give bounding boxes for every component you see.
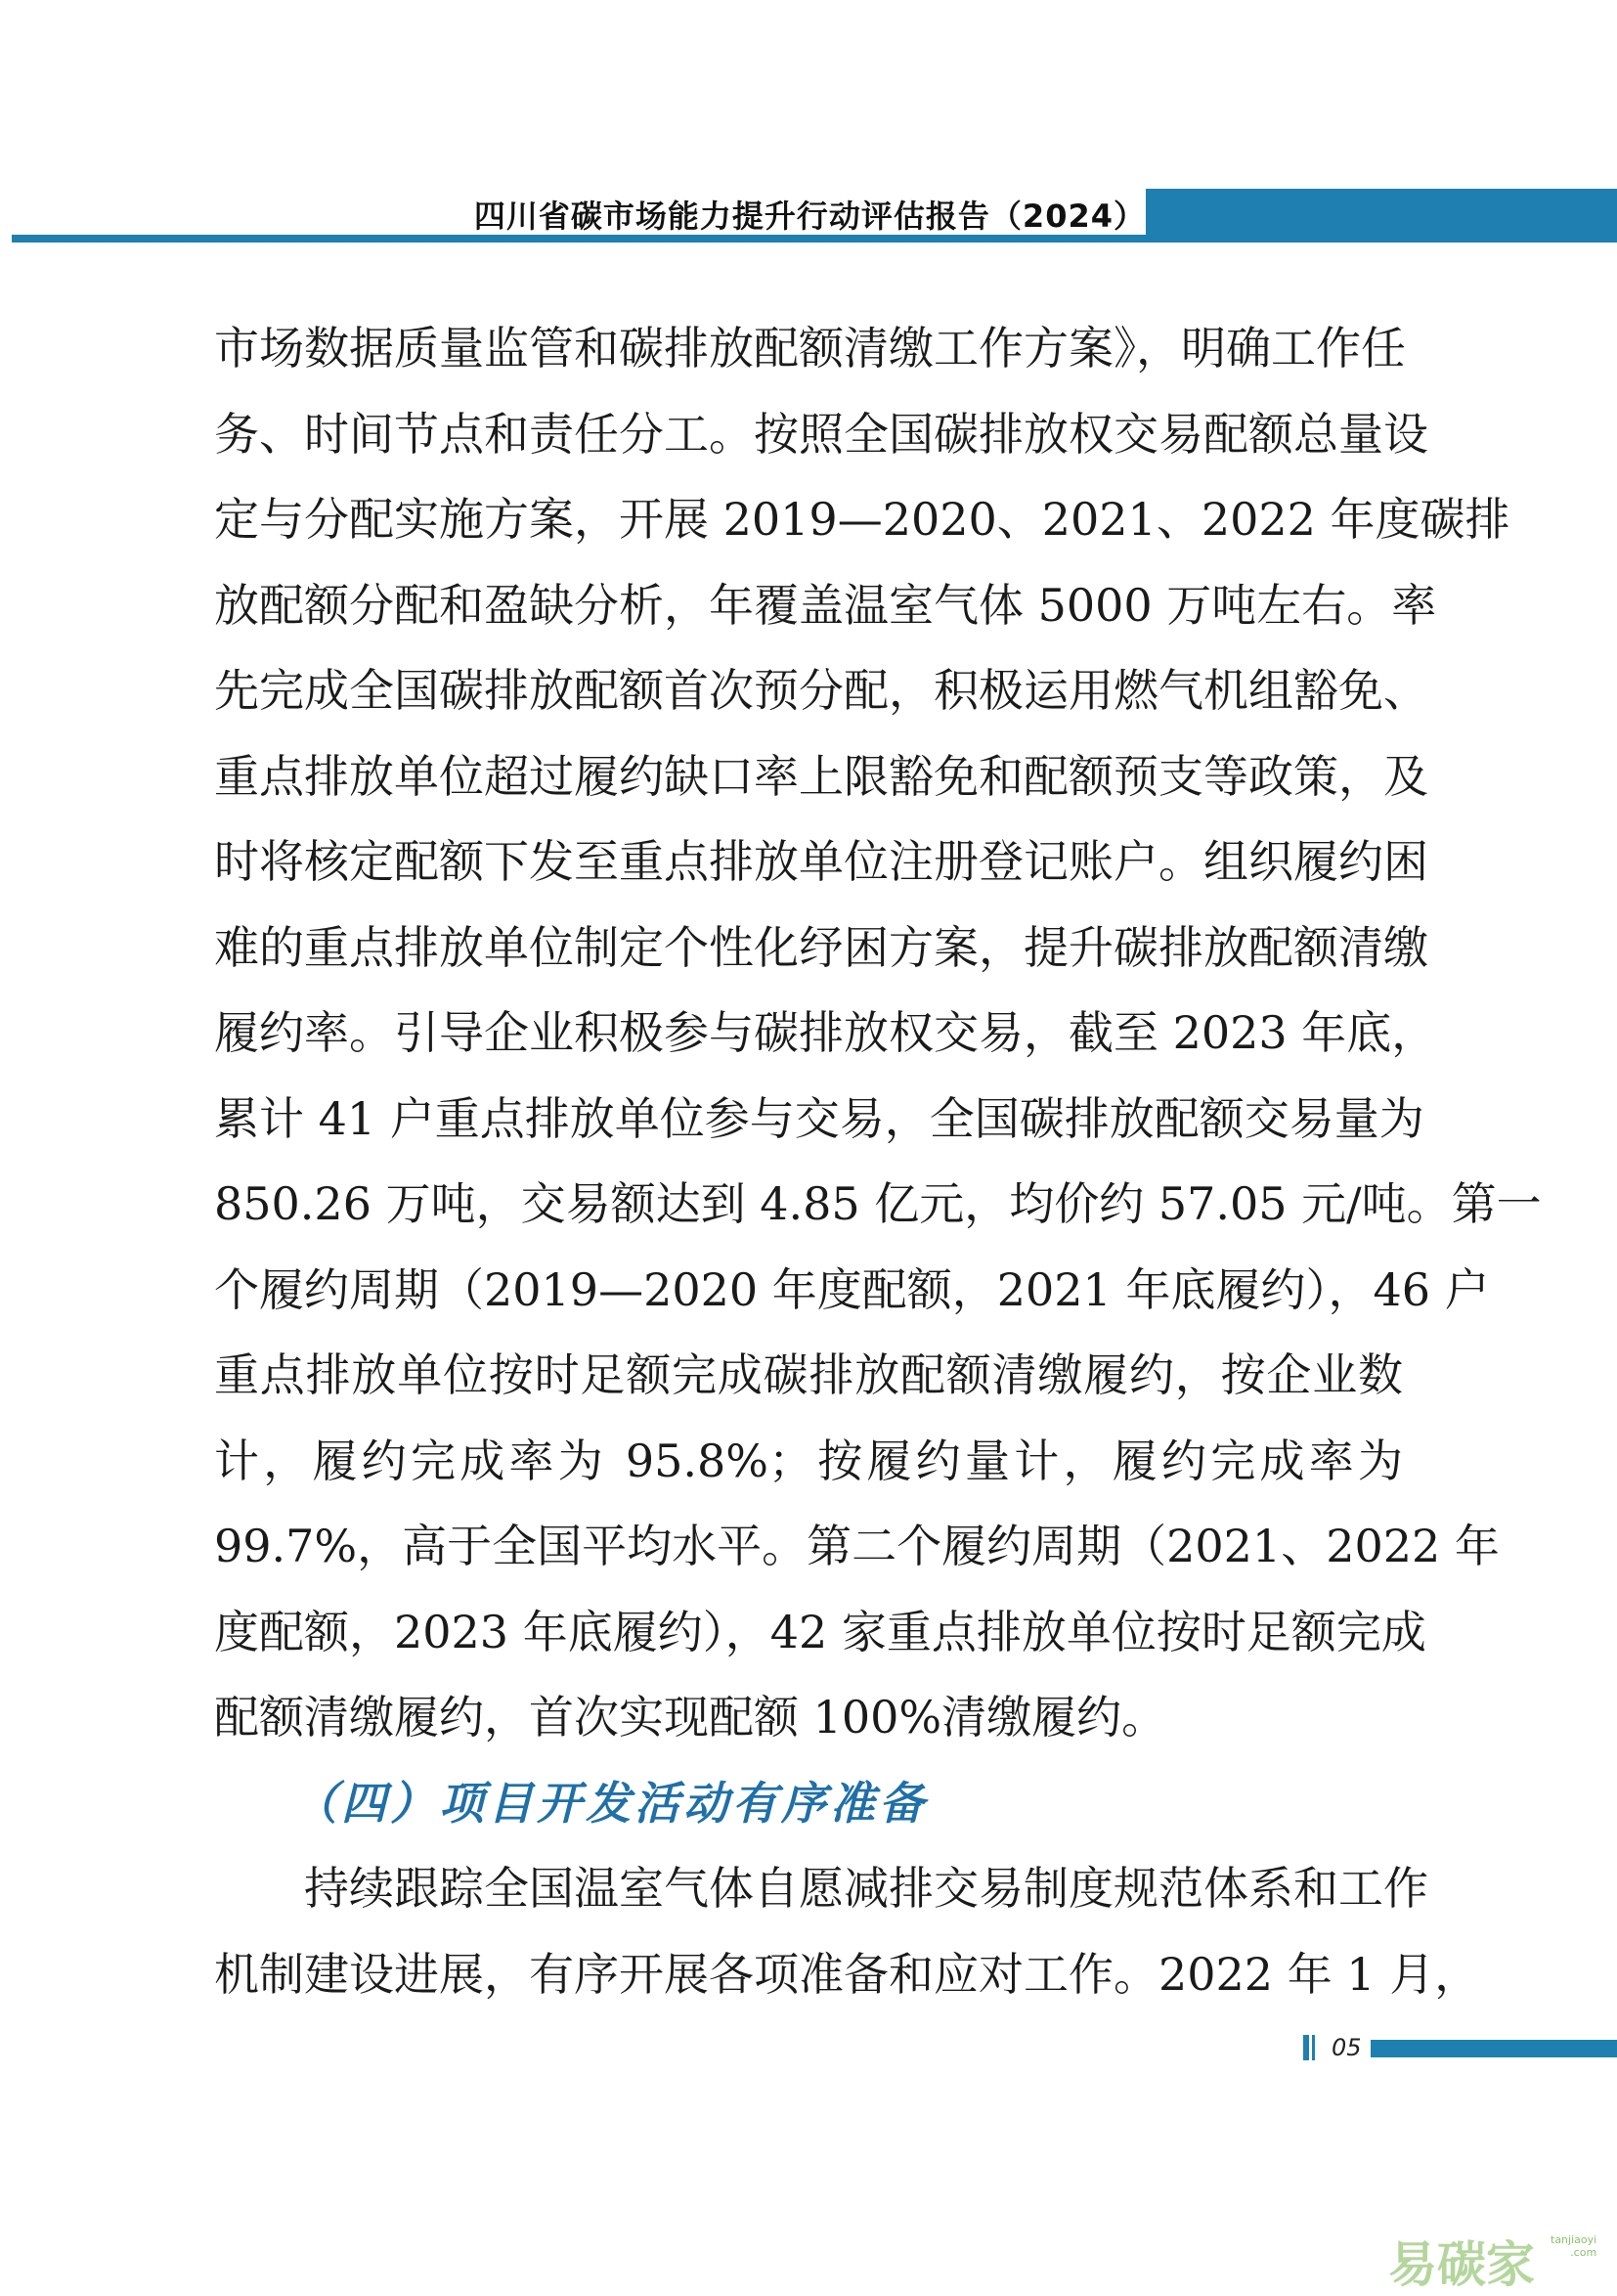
section-heading: （四）项目开发活动有序准备 [292,1776,928,1830]
footer-mark [1312,2035,1315,2060]
body-text [214,306,1542,2017]
page-number: 05 [1332,2034,1362,2061]
body-line: 累计 41 户重点排放单位参与交易，全国碳排放配额交易量为 [214,1091,1424,1145]
body-line: 放配额分配和盈缺分析，年覆盖温室气体 5000 万吨左右。率 [214,578,1437,632]
body-line: 先完成全国碳排放配额首次预分配，积极运用燃气机组豁免、 [214,664,1428,717]
footer-mark [1303,2035,1309,2060]
watermark-logo: 易碳家 [1388,2236,1535,2293]
body-line: 持续跟踪全国温室气体自愿减排交易制度规范体系和工作 [304,1862,1428,1915]
body-line: 定与分配实施方案，开展 2019—2020、2021、2022 年度碳排 [214,493,1510,546]
body-line: 配额清缴履约，首次实现配额 100%清缴履约。 [214,1691,1167,1744]
footer-bar [1371,2040,1617,2057]
body-line: 市场数据质量监管和碳排放配额清缴工作方案》，明确工作任 [214,322,1406,375]
body-line: 机制建设进展，有序开展各项准备和应对工作。2022 年 1 月， [214,1947,1480,2001]
body-line: 850.26 万吨，交易额达到 4.85 亿元，均价约 57.05 元/吨。第一 [214,1177,1542,1230]
header-accent-block [1146,189,1617,243]
body-line: 99.7%，高于全国平均水平。第二个履约周期（2021、2022 年 [214,1520,1500,1572]
body-line: 度配额，2023 年底履约），42 家重点排放单位按时足额完成 [214,1605,1426,1658]
body-line: 难的重点排放单位制定个性化纾困方案，提升碳排放配额清缴 [214,920,1428,974]
body-line: 履约率。引导企业积极参与碳排放权交易，截至 2023 年底， [214,1006,1437,1059]
body-line: 计，履约完成率为 95.8%；按履约量计，履约完成率为 [214,1434,1403,1487]
body-line: 重点排放单位按时足额完成碳排放配额清缴履约，按企业数 [214,1348,1403,1401]
header-rule [12,235,1146,243]
report-title: 四川省碳市场能力提升行动评估报告（2024） [473,198,1146,235]
watermark-url [1551,2233,1596,2259]
watermark-url-line: .com [1570,2246,1597,2259]
body-line: 重点排放单位超过履约缺口率上限豁免和配额预支等政策，及 [214,749,1428,803]
watermark-url-line: tanjiaoyi [1551,2233,1597,2246]
body-line: 个履约周期（2019—2020 年度配额，2021 年底履约），46 户 [214,1262,1490,1316]
body-line: 务、时间节点和责任分工。按照全国碳排放权交易配额总量设 [214,407,1428,461]
body-line: 时将核定配额下发至重点排放单位注册登记账户。组织履约困 [214,835,1428,888]
